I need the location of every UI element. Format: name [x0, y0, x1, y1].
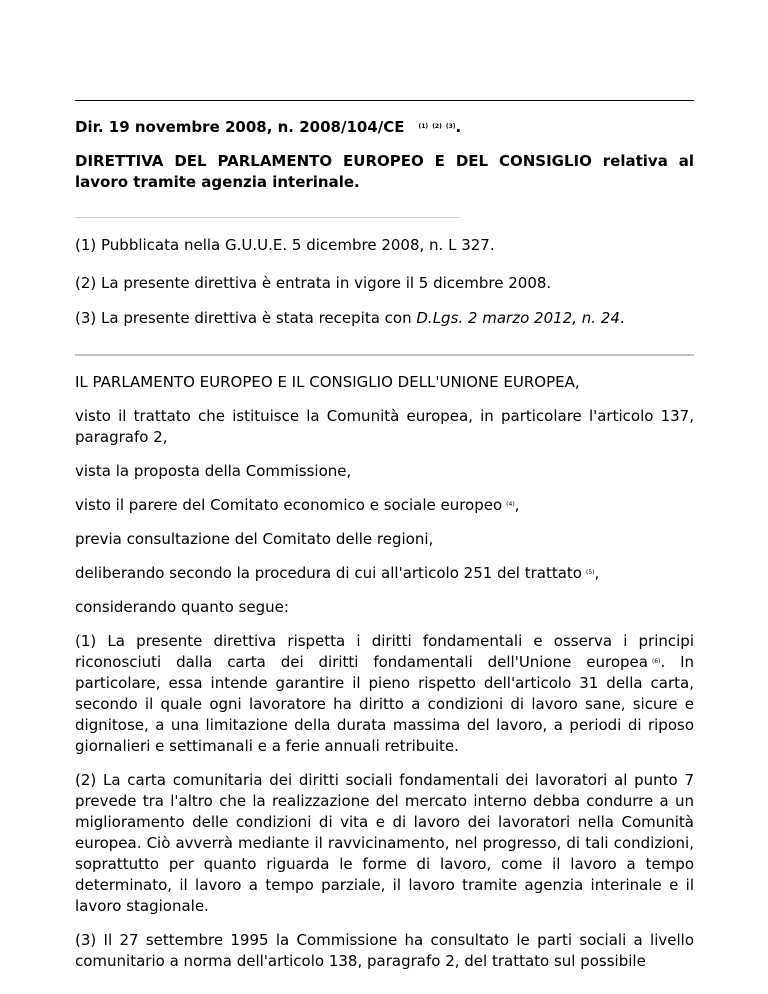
footnote-ref-3[interactable]: (3): [445, 123, 456, 130]
whereas-heading: considerando quanto segue:: [75, 598, 289, 616]
title-text: Dir. 19 novembre 2008, n. 2008/104/CE: [75, 118, 405, 136]
document-subtitle: DIRETTIVA DEL PARLAMENTO EUROPEO E DEL CONSIGLIO relativa al lavoro tramite agenzia interinale.: [75, 152, 694, 191]
notes-divider: [75, 217, 460, 218]
footnote-3-text: (3) La presente direttiva è stata recepita con: [75, 309, 417, 327]
recital-opinion-text: visto il parere del Comitato economico e sociale europeo: [75, 496, 503, 514]
recital-consultation: previa consultazione del Comitato delle regioni,: [75, 530, 434, 548]
footnote-3-period: .: [619, 309, 625, 327]
whereas-1: [75, 631, 694, 757]
recital-opinion: [75, 495, 694, 516]
whereas-1-text-b: . In particolare, essa intende garantire il pieno rispetto dell'articolo 31 della carta, secondo il quale ogni lavoratore ha diritto a condizioni di lavoro sane, sicure e dignitose, a una limitazione della durata massima del lavoro, a periodi di riposo giornalieri e settimanali e a ferie annuali retribuite.: [75, 653, 694, 755]
recital-procedure: [75, 563, 694, 584]
footnote-ref-4[interactable]: (4): [506, 501, 515, 508]
footnote-ref-2[interactable]: (2): [432, 123, 442, 130]
footnote-ref-1[interactable]: (1): [418, 123, 429, 130]
title-period: .: [455, 118, 462, 136]
footnote-ref-6[interactable]: (6): [651, 658, 661, 665]
whereas-1-text-a: (1) La presente direttiva rispetta i diritti fondamentali e osserva i principi riconosciuti dalla carta dei diritti fondamentali dell'Unione europea: [75, 632, 694, 671]
recital-procedure-comma: ,: [594, 564, 600, 582]
section-divider: [75, 354, 694, 356]
whereas-3: (3) Il 27 settembre 1995 la Commissione ha consultato le parti sociali a livello comunitario a norma dell'articolo 138, paragrafo 2, del trattato sul possibile: [75, 931, 694, 970]
recital-treaty: visto il trattato che istituisce la Comunità europea, in particolare l'articolo 137, paragrafo 2,: [75, 407, 694, 446]
footnote-3: [75, 308, 625, 329]
footnote-1: (1) Pubblicata nella G.U.U.E. 5 dicembre 2008, n. L 327.: [75, 236, 495, 254]
top-divider: [75, 100, 694, 101]
document-title: [75, 117, 461, 138]
recital-opinion-comma: ,: [514, 496, 520, 514]
whereas-2: (2) La carta comunitaria dei diritti sociali fondamentali dei lavoratori al punto 7 prevede tra l'altro che la realizzazione del mercato interno debba condurre a un miglioramento delle condizioni di vita e di lavoro dei lavoratori nella Comunità europea. Ciò avverrà mediante il ravvicinamento, nel progresso, di tali condizioni, soprattutto per quanto riguarda le forme di lavoro, come il lavoro a tempo determinato, il lavoro a tempo parziale, il lavoro tramite agenzia interinale e il lavoro stagionale.: [75, 771, 694, 915]
title-footnote-refs: [419, 118, 456, 136]
preamble-heading: IL PARLAMENTO EUROPEO E IL CONSIGLIO DELL'UNIONE EUROPEA,: [75, 373, 580, 391]
recital-procedure-text: deliberando secondo la procedura di cui all'articolo 251 del trattato: [75, 564, 582, 582]
footnote-ref-5[interactable]: (5): [585, 569, 595, 576]
footnote-3-law-reference[interactable]: D.Lgs. 2 marzo 2012, n. 24: [416, 309, 620, 327]
document-body: [75, 372, 694, 985]
recital-proposal: vista la proposta della Commissione,: [75, 462, 352, 480]
footnote-2: (2) La presente direttiva è entrata in vigore il 5 dicembre 2008.: [75, 274, 552, 292]
